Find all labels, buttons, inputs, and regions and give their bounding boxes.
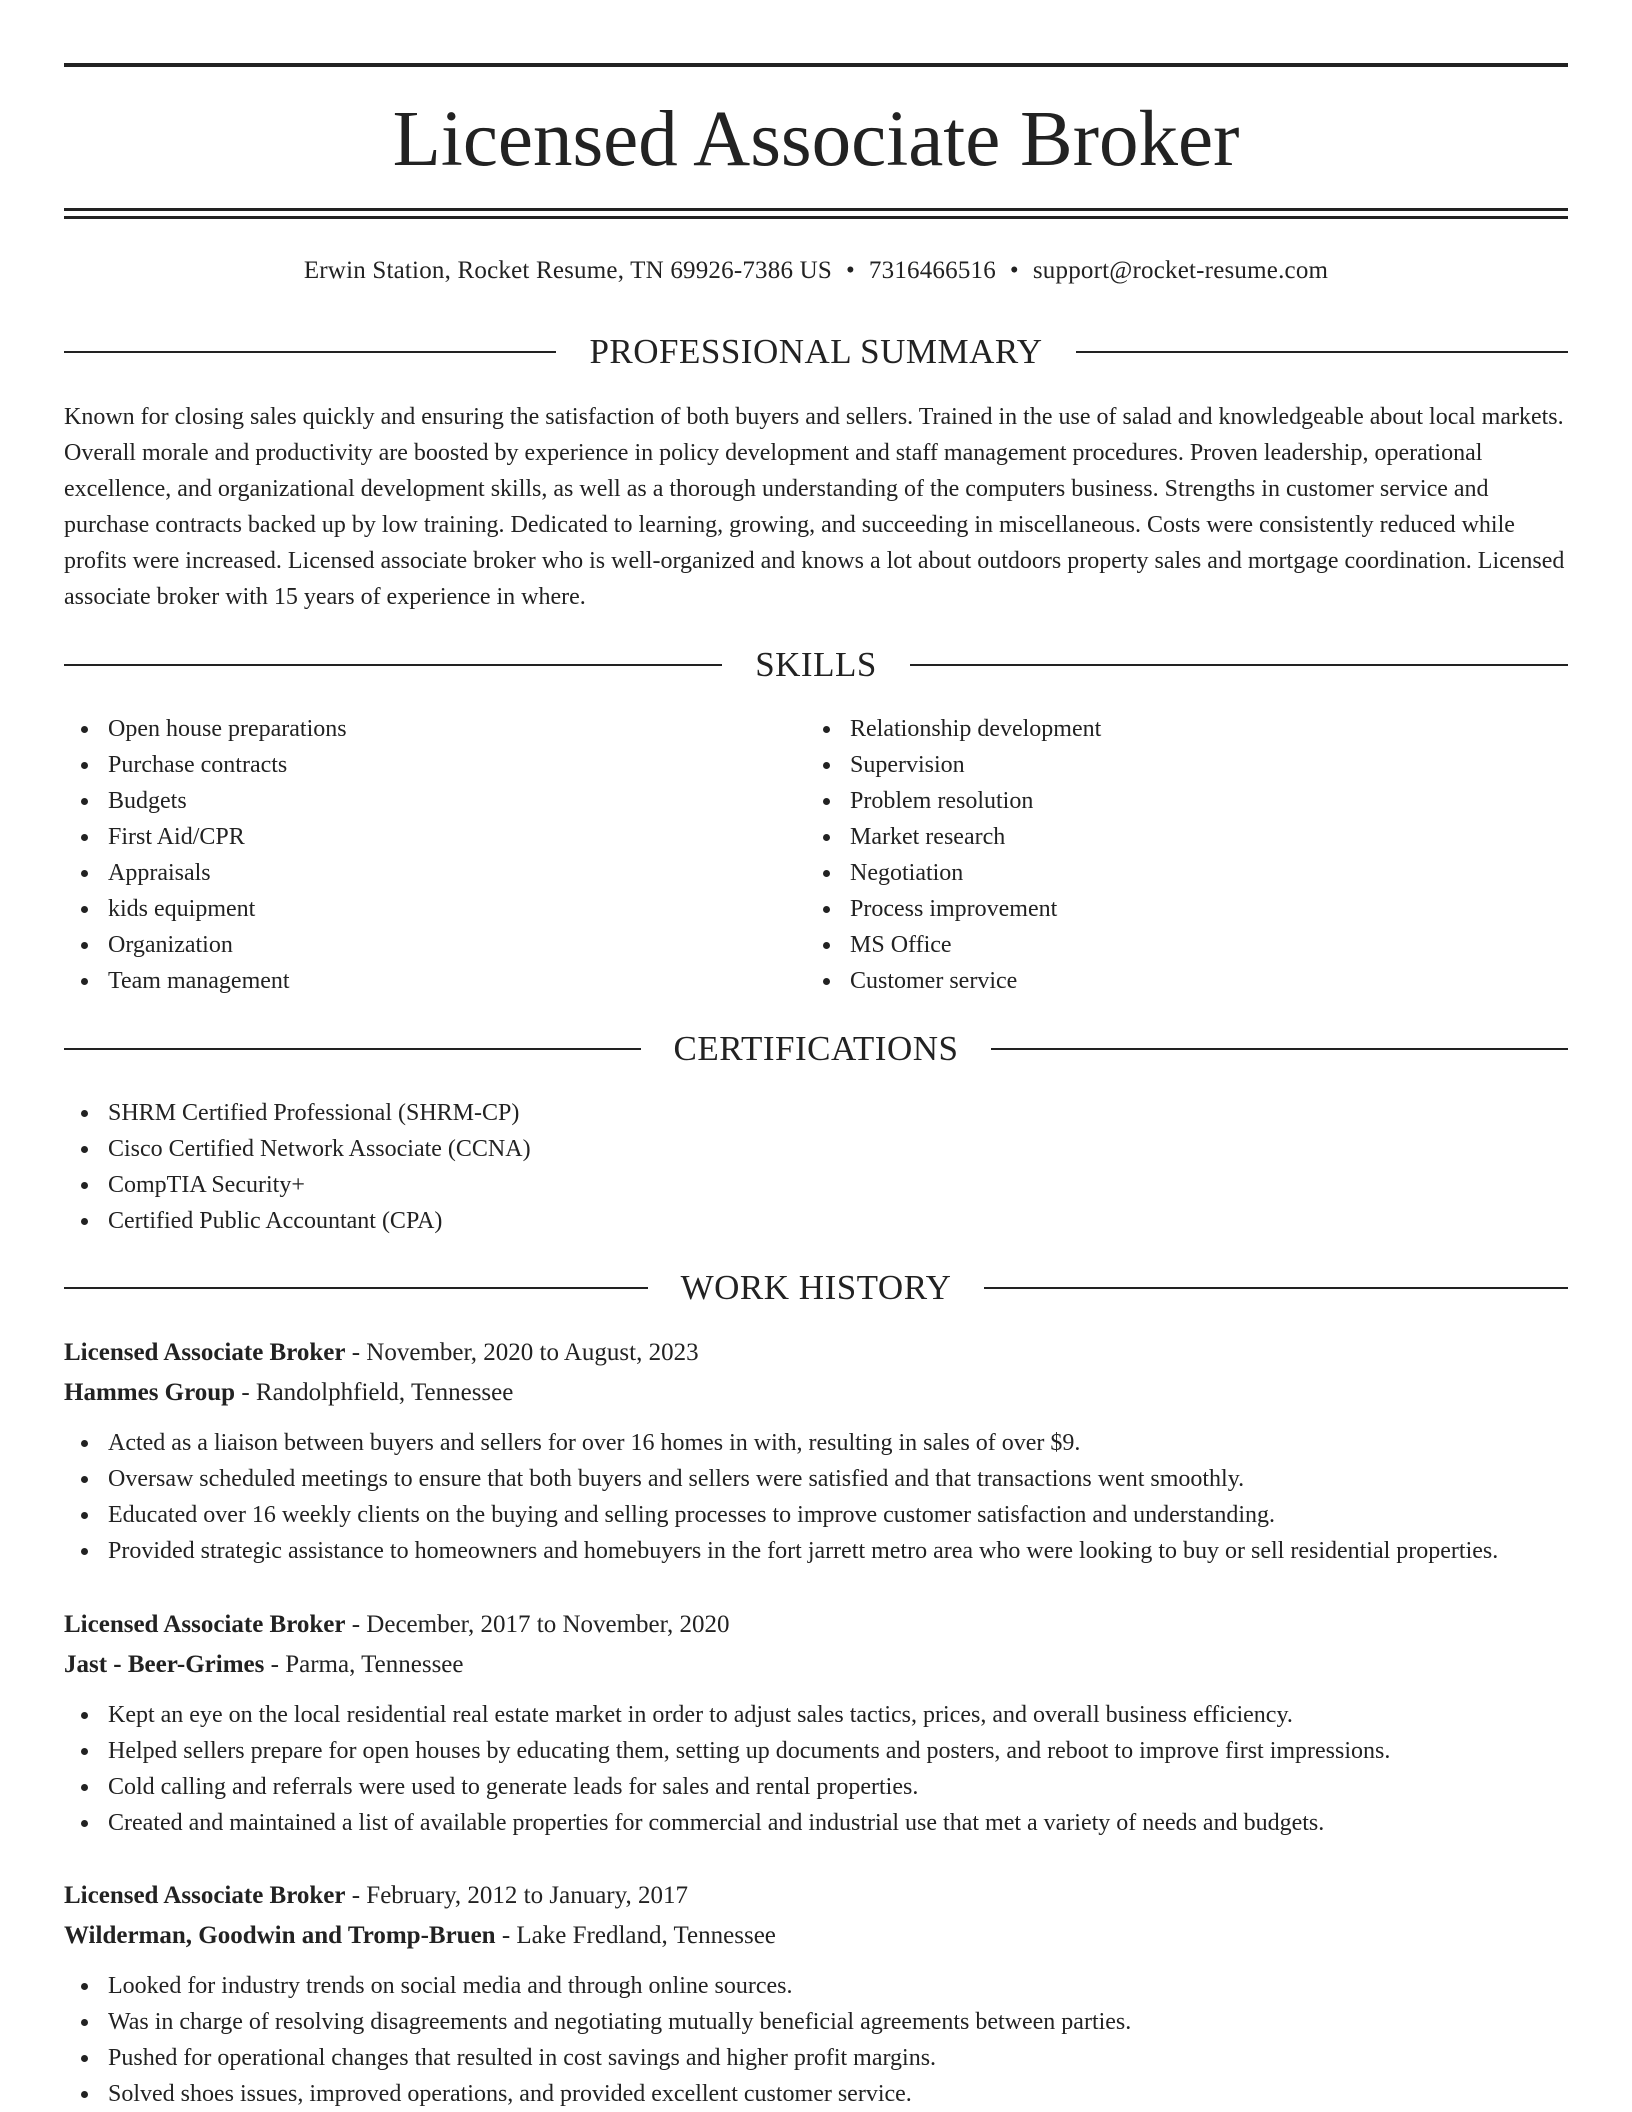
skill-item: Appraisals: [64, 855, 764, 891]
job-title: Licensed Associate Broker: [64, 1611, 346, 1638]
skill-item: Process improvement: [806, 891, 1506, 927]
skills-section-heading: [64, 643, 1568, 687]
certifications-section-heading: [64, 1027, 1568, 1071]
job-company-line: [64, 1373, 1568, 1413]
skill-item: Purchase contracts: [64, 747, 764, 783]
skills-section-title: SKILLS: [755, 645, 877, 684]
job-bullet: Cold calling and referrals were used to generate leads for sales and rental properties.: [64, 1769, 1568, 1805]
work-history-section-heading: [64, 1266, 1568, 1310]
certification-item: Cisco Certified Network Associate (CCNA): [64, 1131, 1568, 1167]
heading-rule-left: [64, 1287, 648, 1289]
job-bullets: [64, 1425, 1568, 1569]
job-dates: - November, 2020 to August, 2023: [345, 1339, 699, 1366]
skill-item: kids equipment: [64, 891, 764, 927]
contact-separator: •: [1009, 257, 1019, 284]
header-top-rule: [64, 63, 1568, 67]
skill-item: Organization: [64, 927, 764, 963]
job-title: Licensed Associate Broker: [64, 1882, 346, 1909]
job-bullet: Pushed for operational changes that resulted in cost savings and higher profit margins.: [64, 2040, 1568, 2076]
job-title-line: [64, 1876, 1568, 1916]
job-bullet: Solved shoes issues, improved operations, and provided excellent customer service.: [64, 2076, 1568, 2112]
contact-phone: 7316466516: [868, 257, 996, 284]
job-bullet: Acted as a liaison between buyers and sellers for over 16 homes in with, resulting in sales of over $9.: [64, 1425, 1568, 1461]
job-bullet: Looked for industry trends on social media and through online sources.: [64, 1968, 1568, 2004]
job-entry: [64, 1876, 1568, 2112]
header-double-rule-lower: [64, 216, 1568, 219]
job-bullet: Provided strategic assistance to homeowners and homebuyers in the fort jarrett metro area who were looking to buy or sell residential properties.: [64, 1533, 1568, 1569]
job-location: - Parma, Tennessee: [264, 1651, 464, 1678]
job-dates: - December, 2017 to November, 2020: [345, 1611, 730, 1638]
job-title: Licensed Associate Broker: [64, 1339, 346, 1366]
contact-address: Erwin Station, Rocket Resume, TN 69926-7386 US: [303, 257, 832, 284]
heading-rule-left: [64, 1048, 641, 1050]
professional-summary-text: Known for closing sales quickly and ensuring the satisfaction of both buyers and sellers. Trained in the use of salad and knowledgeable about local markets. Overall morale and productivity are boosted by experience in policy development and staff management procedures. Proven leadership, operational excellence, and organizational development skills, as well as a thorough understanding of the computers business. Strengths in customer service and purchase contracts backed up by low training. Dedicated to learning, growing, and succeeding in miscellaneous. Costs were consistently reduced while profits were increased. Licensed associate broker who is well-organized and knows a lot about outdoors property sales and mortgage coordination. Licensed associate broker with 15 years of experience in where.: [64, 404, 1565, 610]
skill-item: First Aid/CPR: [64, 819, 764, 855]
skill-item: MS Office: [806, 927, 1506, 963]
header-double-rule-upper: [64, 208, 1568, 211]
skill-item: Open house preparations: [64, 711, 764, 747]
heading-rule-right: [984, 1287, 1568, 1289]
skills-list-left: [64, 711, 764, 999]
heading-rule-right: [1076, 351, 1568, 353]
job-entry: [64, 1333, 1568, 1569]
job-bullet: Created and maintained a list of available properties for commercial and industrial use that met a variety of needs and budgets.: [64, 1805, 1568, 1841]
job-location: - Randolphfield, Tennessee: [235, 1379, 514, 1406]
skill-item: Supervision: [806, 747, 1506, 783]
heading-rule-right: [910, 664, 1568, 666]
skill-item: Budgets: [64, 783, 764, 819]
job-company: Hammes Group: [64, 1379, 236, 1406]
heading-rule-left: [64, 351, 556, 353]
certifications-list: [64, 1095, 1568, 1239]
job-title-line: [64, 1333, 1568, 1373]
skill-item: Relationship development: [806, 711, 1506, 747]
job-company: Jast - Beer-Grimes: [64, 1651, 265, 1678]
job-bullet: Kept an eye on the local residential real estate market in order to adjust sales tactics, prices, and overall business efficiency.: [64, 1697, 1568, 1733]
work-history-section-title: WORK HISTORY: [680, 1268, 952, 1307]
job-bullet: Educated over 16 weekly clients on the buying and selling processes to improve customer satisfaction and understanding.: [64, 1497, 1568, 1533]
job-company-line: [64, 1645, 1568, 1685]
certifications-section-title: CERTIFICATIONS: [673, 1029, 959, 1068]
job-location: - Lake Fredland, Tennessee: [495, 1922, 776, 1949]
resume-name: Licensed Associate Broker: [392, 96, 1240, 183]
summary-section-heading: [64, 330, 1568, 374]
skills-list-right: [806, 711, 1506, 999]
skill-item: Customer service: [806, 963, 1506, 999]
job-bullets: [64, 1697, 1568, 1841]
contact-separator: •: [845, 257, 855, 284]
job-company: Wilderman, Goodwin and Tromp-Bruen: [64, 1922, 496, 1949]
job-bullet: Helped sellers prepare for open houses by educating them, setting up documents and posters, and reboot to improve first impressions.: [64, 1733, 1568, 1769]
skill-item: Negotiation: [806, 855, 1506, 891]
certification-item: SHRM Certified Professional (SHRM-CP): [64, 1095, 1568, 1131]
contact-email[interactable]: support@rocket-resume.com: [1032, 257, 1329, 284]
heading-rule-left: [64, 664, 722, 666]
job-entry: [64, 1605, 1568, 1841]
contact-line: [64, 254, 1568, 288]
job-bullet: Was in charge of resolving disagreements and negotiating mutually beneficial agreements between parties.: [64, 2004, 1568, 2040]
job-dates: - February, 2012 to January, 2017: [345, 1882, 688, 1909]
job-title-line: [64, 1605, 1568, 1645]
skill-item: Market research: [806, 819, 1506, 855]
job-bullet: Oversaw scheduled meetings to ensure that both buyers and sellers were satisfied and that transactions went smoothly.: [64, 1461, 1568, 1497]
summary-section-title: PROFESSIONAL SUMMARY: [589, 332, 1043, 371]
skill-item: Problem resolution: [806, 783, 1506, 819]
certification-item: Certified Public Accountant (CPA): [64, 1203, 1568, 1239]
skill-item: Team management: [64, 963, 764, 999]
certification-item: CompTIA Security+: [64, 1167, 1568, 1203]
job-bullets: [64, 1968, 1568, 2112]
heading-rule-right: [991, 1048, 1568, 1050]
job-company-line: [64, 1916, 1568, 1956]
